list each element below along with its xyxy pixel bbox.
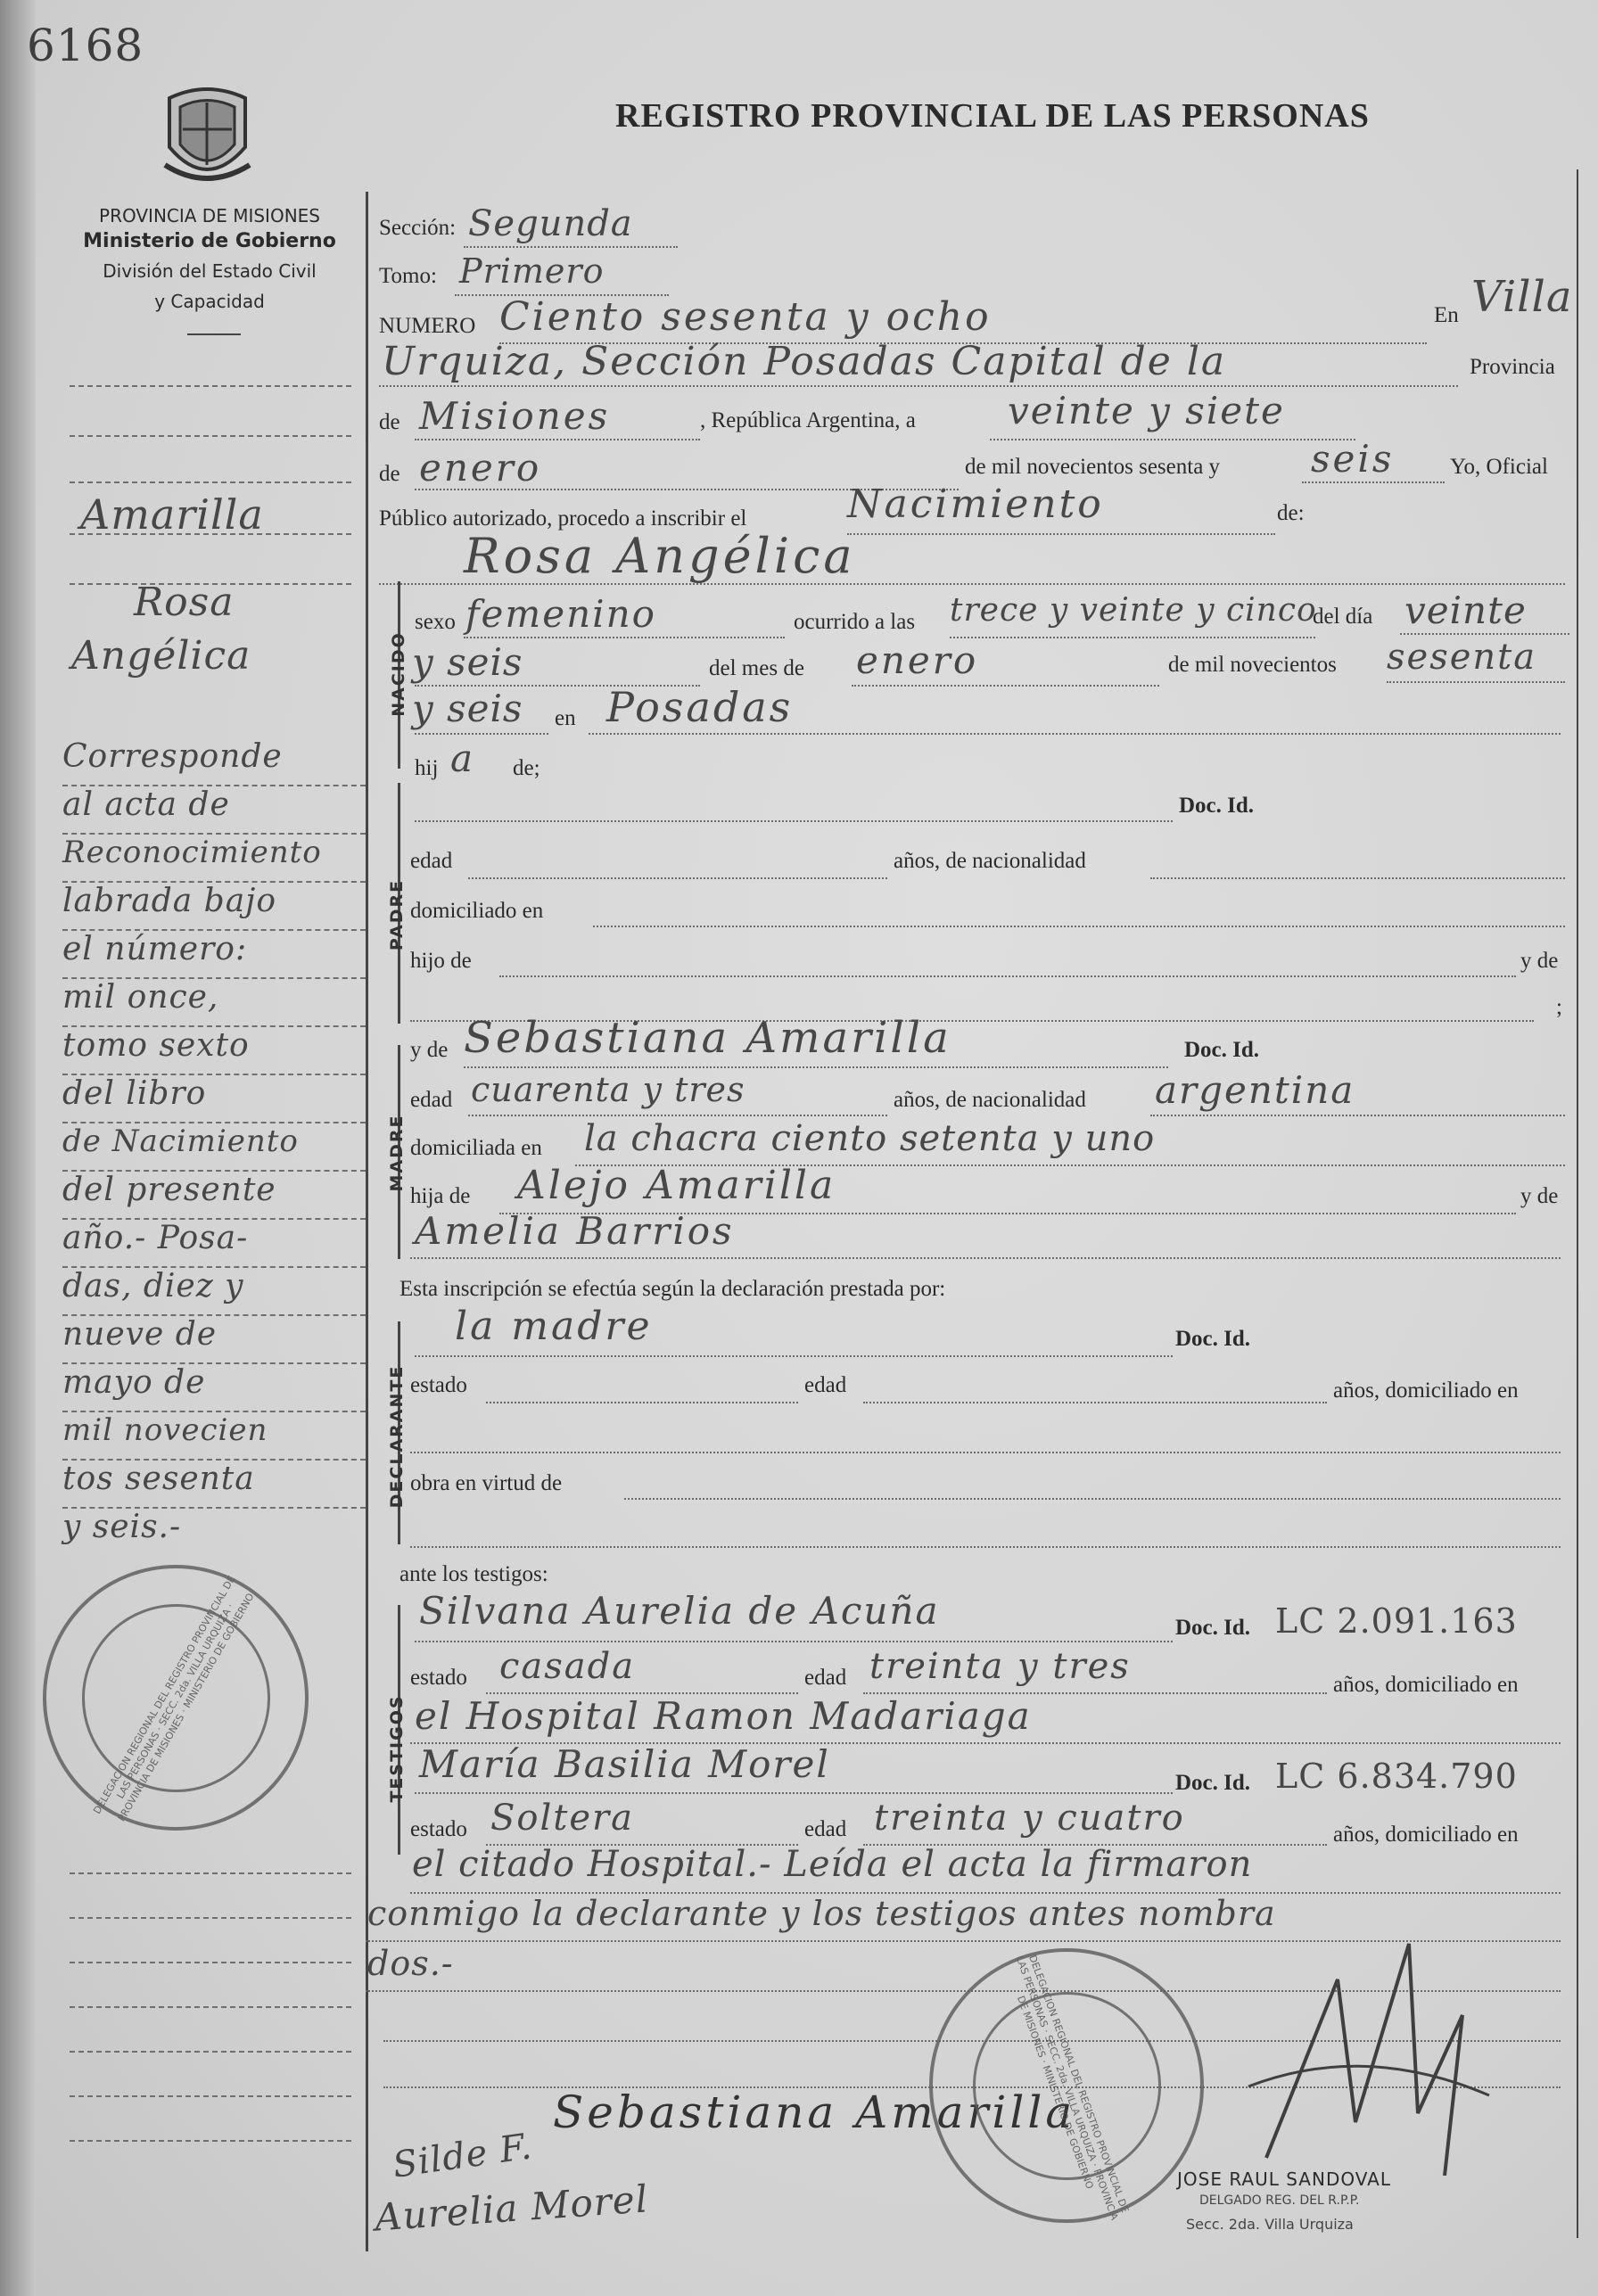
t1-estado-value: casada [499,1646,636,1687]
margin-surname: Amarilla [80,490,264,539]
margin-note-line: del presente [62,1172,366,1220]
madre-name-dots [464,1066,1168,1068]
witness-signature-2: Aurelia Morel [373,2177,650,2240]
madre-padre-value: Alejo Amarilla [517,1163,836,1208]
t2-dom-value: el citado Hospital.- Leída el acta la firmaron [412,1844,1253,1885]
hora-value: trece y veinte y cinco [950,592,1317,629]
declarante-estado-label: estado [410,1373,467,1397]
lugar-value: Posadas [606,683,794,731]
dia-value-2: y seis [412,640,523,684]
margin-note-line: y seis.- [62,1509,182,1545]
declarante-dom-label: años, domiciliado en [1333,1378,1519,1403]
place-dots [379,385,1458,387]
margin-rule [70,2006,351,2008]
margin-note-line: nueve de [62,1316,366,1364]
oficial-name: JOSE RAUL SANDOVAL [1177,2168,1391,2190]
margin-note-line: mayo de [62,1364,366,1412]
page-title: REGISTRO PROVINCIAL DE LAS PERSONAS [615,97,1370,135]
dia-dots [1400,633,1569,635]
closing-line-1: conmigo la declarante y los testigos antes nombra [367,1894,1276,1933]
margin-note-line: das, diez y [62,1268,366,1316]
margin-rule [70,2140,351,2142]
mes-dots [852,685,1159,687]
official-signature-scribble [1231,1908,1498,2176]
padre-edad-dots [468,877,887,879]
t1-doc-value: LC 2.091.163 [1275,1601,1518,1641]
padre-doc-label: Doc. Id. [1179,794,1255,818]
seccion-dots [464,246,678,248]
padre-hijo-label: hijo de [410,949,472,973]
declarante-obra-dots [624,1498,1561,1500]
child-name: Rosa Angélica [464,528,856,584]
anio-dots [1387,681,1565,683]
de2-label: de [379,462,400,486]
nacido-side-label: NACIDO [389,631,408,717]
padre-side-label: PADRE [387,878,407,951]
margin-rule [70,2095,351,2097]
de3-label: de: [1277,501,1305,525]
t2-dom-label: años, domiciliado en [1333,1823,1519,1847]
margin-note-line: del libro [62,1075,366,1123]
mes-label: del mes de [709,656,804,680]
sexo-dots [464,637,785,638]
t1-edad-value: treinta y tres [869,1646,1131,1687]
madre-nac-dots [1150,1115,1565,1116]
madre-y-de-label: y de [410,1038,449,1062]
madre-madre-dots [410,1257,1561,1259]
t2-name: María Basilia Morel [419,1742,830,1786]
header-ministry: Ministerio de Gobierno [83,230,336,252]
provincia-dots [415,439,700,440]
declarante-extra-dots [410,1546,1561,1548]
declarante-obra-label: obra en virtud de [410,1471,563,1495]
madre-edad-value: cuarenta y tres [471,1070,745,1109]
testigos-side-label: TESTIGOS [387,1694,407,1803]
padre-name-dots [415,820,1173,822]
provincial-crest-icon [152,80,263,196]
declarante-dom-dots [410,1452,1561,1453]
day-dots [990,439,1355,440]
madre-madre-value: Amelia Barrios [415,1209,735,1253]
declarante-value: la madre [455,1304,653,1349]
margin-note-line: el número: [62,931,366,979]
padre-domicilio-dots [593,926,1565,927]
t2-edad-value: treinta y cuatro [874,1798,1185,1839]
margin-rule [70,481,351,483]
t2-doc-label: Doc. Id. [1175,1771,1251,1795]
right-edge-rule [1577,169,1578,2238]
lugar-dots [589,733,1561,735]
madre-edad-dots [468,1115,887,1116]
padre-domicilio-label: domiciliado en [410,899,544,923]
place-value: Urquiza, Sección Posadas Capital de la [382,339,1227,384]
t1-dom-label: años, domiciliado en [1333,1673,1519,1697]
seccion-label: Sección: [379,216,457,240]
de-label: de [379,410,400,434]
header-capacity: y Capacidad [154,291,265,312]
margin-note-line: labrada bajo [62,883,366,931]
padre-edad-label: edad [410,849,453,873]
margin-note-line: mil novecien [62,1412,366,1461]
en-label: En [1434,303,1459,327]
padre-semicolon: ; [1556,995,1562,1019]
act-type: Nacimiento [847,481,1104,527]
margin-name-2: Angélica [71,633,251,679]
margin-note-line: año.- Posa- [62,1220,366,1268]
t1-dom-value: el Hospital Ramon Madariaga [415,1694,1032,1738]
padre-hijo-dots [499,975,1516,977]
t2-estado-label: estado [410,1817,467,1841]
madre-name: Sebastiana Amarilla [464,1013,951,1063]
oficial-place: Secc. 2da. Villa Urquiza [1186,2216,1354,2233]
margin-rule [70,1872,351,1874]
dia-value: veinte [1404,588,1527,632]
witness-signature-1: Silde F. [390,2126,535,2186]
year-value: seis [1311,437,1395,481]
t1-name: Silvana Aurelia de Acuña [419,1589,940,1633]
padre-nac-dots [1150,877,1565,879]
margin-note-line: mil once, [62,979,366,1027]
binding-edge [0,0,36,2296]
madre-y-de2-label: y de [1520,1184,1559,1208]
anio-value: sesenta [1387,637,1537,678]
margin-name-1: Rosa [134,580,235,625]
provincia-label: Provincia [1470,355,1555,379]
day-value: veinte y siete [1008,389,1285,432]
anio2-dots [415,733,548,735]
tomo-value: Primero [459,251,605,291]
margin-rule [70,385,351,387]
padre-y-de-label: y de [1520,949,1559,973]
main-vertical-rule [366,192,368,2251]
margin-note [62,738,366,1555]
official-seal-icon [929,1948,1204,2223]
ocurrido-label: ocurrido a las [794,610,916,634]
margin-rule [70,1917,351,1919]
year-label: de mil novecientos sesenta y [965,455,1221,479]
hijo-label: hij [415,756,439,780]
oficial-role: DELGADO REG. DEL R.P.P. [1199,2193,1360,2208]
testigos-intro: ante los testigos: [400,1562,548,1586]
declarante-doc-label: Doc. Id. [1175,1327,1251,1351]
madre-domicilio-value: la chacra ciento setenta y uno [584,1118,1156,1159]
del-dia-label: del día [1313,605,1373,629]
anio-value-2: y seis [412,687,523,730]
stamp-2-text: DELEGACION REGIONAL DEL REGISTRO PROVINCIAL DE LAS PERSONAS · SECC. 2da. VILLA URQUIZA · PROVINCIA DE MISIONES · MINISTERIO DE GOBIERNO [1013,1953,1132,2222]
t2-doc-value: LC 6.834.790 [1275,1757,1518,1796]
margin-note-line: tomo sexto [62,1027,366,1075]
oficial-label: Yo, Oficial [1450,455,1548,479]
margin-rule [70,435,351,437]
margin-rule [70,1962,351,1963]
header-division: División del Estado Civil [103,260,317,282]
provincia-value: Misiones [419,394,611,438]
declarante-name-dots [415,1355,1173,1357]
mes-value: enero [856,638,979,682]
republica-label: , República Argentina, a [700,408,916,432]
madre-side-label: MADRE [387,1114,407,1192]
hijo-de-label: de; [513,756,540,780]
numero-value: Ciento sesenta y ocho [499,294,992,340]
margin-note-line: Corresponde [62,738,366,786]
year-dots [1302,481,1445,483]
act-dots [847,533,1275,535]
margin-note-line: Reconocimiento [62,835,366,883]
declarante-edad-dots [863,1402,1327,1403]
margin-rule [70,2051,351,2053]
t1-edad-label: edad [804,1666,847,1690]
margin-note-line: de Nacimiento [62,1123,366,1172]
tomo-label: Tomo: [379,264,437,288]
t1-doc-label: Doc. Id. [1175,1616,1251,1640]
closing-line-2: dos.- [367,1944,454,1983]
numero-label: NUMERO [379,314,476,338]
month-value: enero [419,446,542,490]
t2-name-dots [415,1792,1173,1794]
hijo-suffix: a [450,737,474,780]
t2-estado-value: Soltera [490,1798,634,1839]
header-underline [187,333,241,335]
en-lugar-label: en [555,706,576,730]
stamp-1-text: DELEGACION REGIONAL DEL REGISTRO PROVINCIAL DE LAS PERSONAS · SECC. 2da. VILLA URQUIZA · PROVINCIA DE MISIONES · MINISTERIO DE GOBIERNO [91,1573,257,1823]
hora-dots [950,637,1315,638]
madre-hija-label: hija de [410,1184,471,1208]
official-seal-icon [43,1565,309,1831]
madre-edad-label: edad [410,1088,453,1112]
header-province: PROVINCIA DE MISIONES [99,205,320,226]
madre-domicilio-label: domiciliada en [410,1136,542,1160]
madre-nac-value: argentina [1155,1068,1355,1112]
declarante-estado-dots [486,1402,798,1403]
en-value: Villa [1471,272,1573,322]
sexo-value: femenino [465,592,656,636]
folio-number: 6168 [27,20,144,71]
declarante-edad-label: edad [804,1373,847,1397]
publico-label: Público autorizado, procedo a inscribir el [379,506,747,531]
seccion-value: Segunda [468,203,633,244]
madre-doc-label: Doc. Id. [1184,1038,1260,1062]
mil-label: de mil novecientos [1168,653,1337,677]
margin-note-line: tos sesenta [62,1461,366,1509]
t1-estado-label: estado [410,1666,467,1690]
declarante-intro: Esta inscripción se efectúa según la declaración prestada por: [400,1277,946,1301]
margin-note-line: al acta de [62,786,366,835]
madre-nac-label: años, de nacionalidad [894,1088,1086,1112]
declarante-side-label: DECLARANTE [387,1364,407,1509]
t1-name-dots [415,1641,1173,1642]
sexo-label: sexo [415,610,456,634]
declarante-signature: Sebastiana Amarilla [553,2086,1076,2138]
padre-nac-label: años, de nacionalidad [894,849,1086,873]
t2-edad-label: edad [804,1817,847,1841]
